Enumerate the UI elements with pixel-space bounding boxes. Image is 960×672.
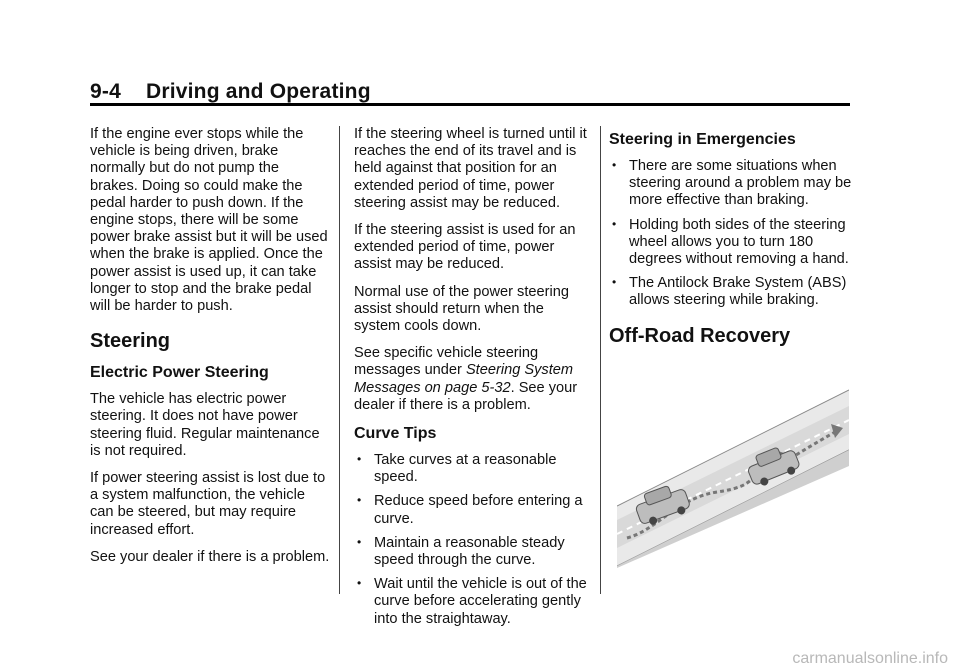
column-1 [90, 126, 330, 576]
list-item: • Holding both sides of the steering wheel allows you to turn 180 degrees without removing a hand. [612, 216, 849, 268]
bullet-icon: • [612, 158, 617, 172]
engine-stop-paragraph: If the engine ever stops while the vehicle is being driven, brake normally but do not pump the brakes. Doing so could make the pedal harder to push down. If the engine stops, there will be some power brake assist but it will be used when the brake is applied. Once the power assist is used up, it can take longer to stop and the brake pedal will be harder to push. [90, 126, 328, 315]
column-divider-1 [339, 126, 340, 594]
bullet-icon: • [612, 275, 617, 290]
messages-paragraph: See specific vehicle steering messages under Steering System Messages on page 5-32. See your dealer if there is a problem. [354, 345, 578, 413]
column-3 [609, 126, 854, 358]
off-road-recovery-illustration [617, 388, 849, 568]
curve-tips-list [354, 452, 588, 628]
list-item: • Reduce speed before entering a curve. [357, 493, 583, 527]
curve-tips-heading: Curve Tips [354, 425, 437, 443]
bullet-icon: • [357, 534, 362, 549]
eps-paragraph-1: The vehicle has electric power steering. It does not have power steering fluid. Regular maintenance is not required. [90, 391, 320, 459]
list-item: • There are some situations when steering around a problem may be more effective than braking. [612, 158, 852, 209]
bullet-icon: • [612, 216, 617, 231]
list-item: • Take curves at a reasonable speed. [357, 452, 557, 486]
steering-travel-paragraph: If the steering wheel is turned until it reaches the end of its travel and is held against that position for an extended period of time, power steering assist may be reduced. [354, 126, 587, 211]
list-item: • Wait until the vehicle is out of the curve before accelerating gently into the straightaway. [357, 576, 587, 627]
watermark: carmanualsonline.info [792, 650, 948, 667]
page-number: 9-4 [90, 80, 121, 103]
assist-reduced-paragraph: If the steering assist is used for an extended period of time, power assist may be reduced. [354, 222, 576, 273]
eps-paragraph-3: See your dealer if there is a problem. [90, 548, 330, 565]
eps-paragraph-2: If power steering assist is lost due to a system malfunction, the vehicle can be steered, but may require increased effort. [90, 470, 326, 538]
column-2 [354, 126, 588, 636]
list-item: • The Antilock Brake System (ABS) allows steering while braking. [612, 275, 847, 309]
bullet-icon: • [357, 576, 362, 591]
column-divider-2 [600, 126, 601, 594]
steering-messages-link[interactable]: Steering System Messages on page 5-32 [354, 362, 574, 396]
bullet-icon: • [357, 452, 362, 467]
section-title: Driving and Operating [146, 80, 371, 103]
header-rule [90, 103, 850, 106]
steering-heading: Steering [90, 330, 171, 353]
emergencies-heading: Steering in Emergencies [609, 131, 796, 148]
list-item: • Maintain a reasonable steady speed through the curve. [357, 534, 565, 569]
emergencies-list [609, 158, 854, 310]
bullet-icon: • [357, 493, 362, 508]
off-road-recovery-heading: Off-Road Recovery [609, 324, 791, 347]
assist-return-paragraph: Normal use of the power steering assist should return when the system cools down. [354, 283, 569, 335]
eps-heading: Electric Power Steering [90, 364, 269, 382]
